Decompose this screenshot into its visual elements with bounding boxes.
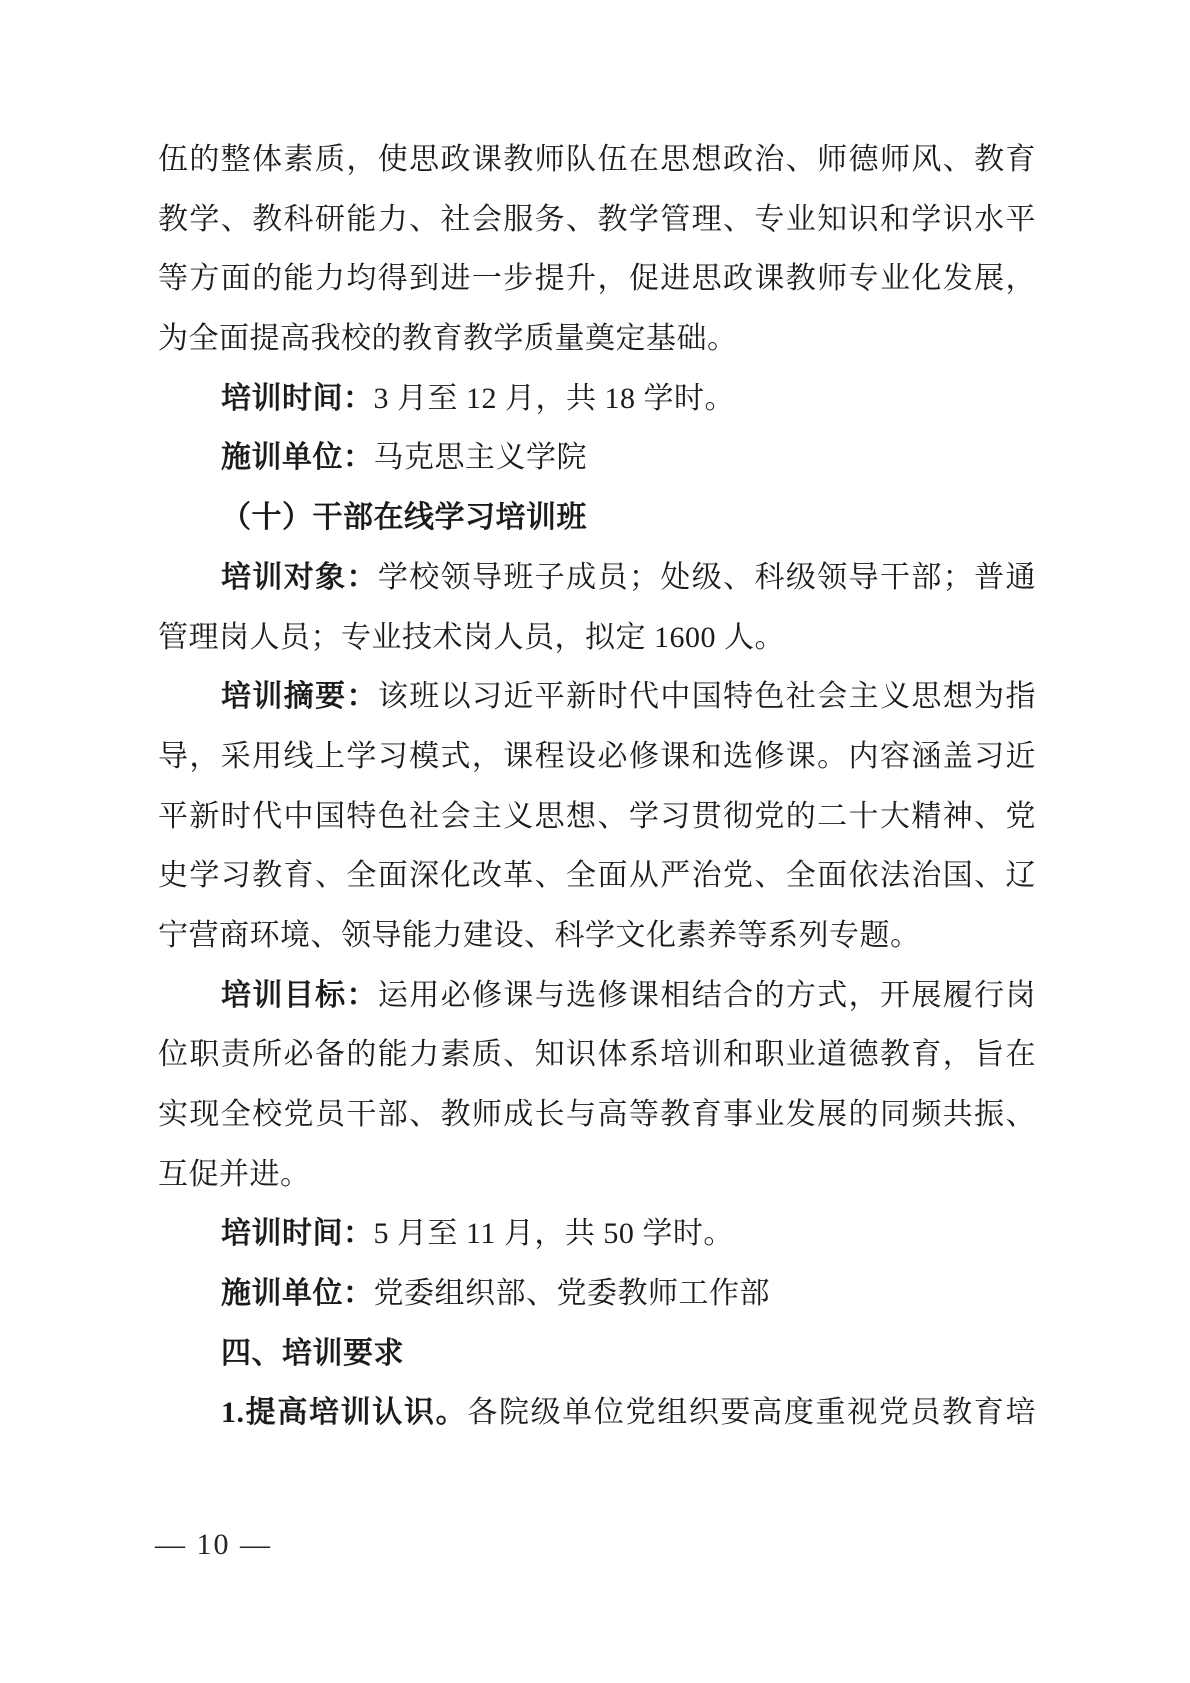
text-line bbox=[158, 1264, 1036, 1324]
text-segment-bold: 1.提高培训认识。 bbox=[221, 1396, 468, 1430]
text-segment-bold: 培训目标： bbox=[221, 978, 378, 1012]
text-segment: 党委组织部、党委教师工作部 bbox=[373, 1277, 770, 1311]
text-segment: 宁营商环境、领导能力建设、科学文化素养等系列专题。 bbox=[158, 918, 921, 952]
text-segment-bold: 施训单位： bbox=[221, 441, 374, 475]
text-segment-bold: 四、培训要求 bbox=[221, 1336, 404, 1370]
text-line bbox=[158, 608, 1036, 668]
text-segment-bold: 培训时间： bbox=[221, 1217, 374, 1251]
text-segment: 实现全校党员干部、教师成长与高等教育事业发展的同频共振、 bbox=[158, 1098, 1036, 1131]
text-line bbox=[158, 130, 1036, 190]
text-line bbox=[158, 190, 1036, 250]
text-segment: 马克思主义学院 bbox=[373, 441, 587, 475]
text-segment-bold: 施训单位： bbox=[221, 1277, 374, 1311]
text-segment: 学校领导班子成员；处级、科级领导干部；普通 bbox=[377, 560, 1036, 594]
text-segment: 互促并进。 bbox=[158, 1157, 311, 1191]
text-line bbox=[158, 1145, 1036, 1205]
text-line bbox=[158, 667, 1036, 727]
text-line bbox=[158, 428, 1036, 488]
text-segment: 为全面提高我校的教育教学质量奠定基础。 bbox=[158, 322, 738, 356]
text-segment: 管理岗人员；专业技术岗人员，拟定 1600 人。 bbox=[158, 620, 785, 654]
text-segment: 该班以习近平新时代中国特色社会主义思想为指 bbox=[377, 680, 1036, 714]
text-line bbox=[158, 548, 1036, 608]
text-line bbox=[158, 1204, 1036, 1264]
text-line bbox=[158, 906, 1036, 966]
text-line bbox=[158, 249, 1036, 309]
text-line bbox=[158, 1025, 1036, 1085]
text-segment: 位职责所必备的能力素质、知识体系培训和职业道德教育，旨在 bbox=[158, 1038, 1036, 1072]
text-line bbox=[158, 966, 1036, 1026]
page-number: — 10 — bbox=[155, 1528, 272, 1561]
text-line bbox=[158, 309, 1036, 369]
text-line bbox=[158, 727, 1036, 787]
text-segment: 3 月至 12 月，共 18 学时。 bbox=[373, 381, 735, 415]
text-segment: 伍的整体素质，使思政课教师队伍在思想政治、师德师风、教育 bbox=[158, 143, 1036, 176]
text-line bbox=[158, 846, 1036, 906]
text-line bbox=[158, 369, 1036, 429]
text-segment: 等方面的能力均得到进一步提升，促进思政课教师专业化发展， bbox=[158, 262, 1036, 296]
text-segment: 平新时代中国特色社会主义思想、学习贯彻党的二十大精神、党 bbox=[158, 799, 1036, 833]
text-segment-bold: 培训时间： bbox=[221, 381, 374, 415]
text-segment: 各院级单位党组织要高度重视党员教育培 bbox=[467, 1396, 1036, 1430]
text-segment-bold: 培训摘要： bbox=[221, 680, 378, 714]
text-line bbox=[158, 787, 1036, 847]
text-segment-bold: （十）干部在线学习培训班 bbox=[221, 501, 587, 535]
text-segment: 史学习教育、全面深化改革、全面从严治党、全面依法治国、辽 bbox=[158, 859, 1036, 893]
text-segment: 5 月至 11 月，共 50 学时。 bbox=[373, 1217, 734, 1251]
text-segment: 教学、教科研能力、社会服务、教学管理、专业知识和学识水平 bbox=[158, 202, 1036, 236]
text-line bbox=[158, 1324, 1036, 1384]
text-segment-bold: 培训对象： bbox=[221, 560, 378, 594]
text-line bbox=[158, 1383, 1036, 1443]
text-line bbox=[158, 488, 1036, 548]
text-segment: 导，采用线上学习模式，课程设必修课和选修课。内容涵盖习近 bbox=[158, 739, 1036, 773]
text-segment: 运用必修课与选修课相结合的方式，开展履行岗 bbox=[377, 978, 1036, 1012]
text-line bbox=[158, 1085, 1036, 1145]
document-body bbox=[158, 130, 1036, 1443]
